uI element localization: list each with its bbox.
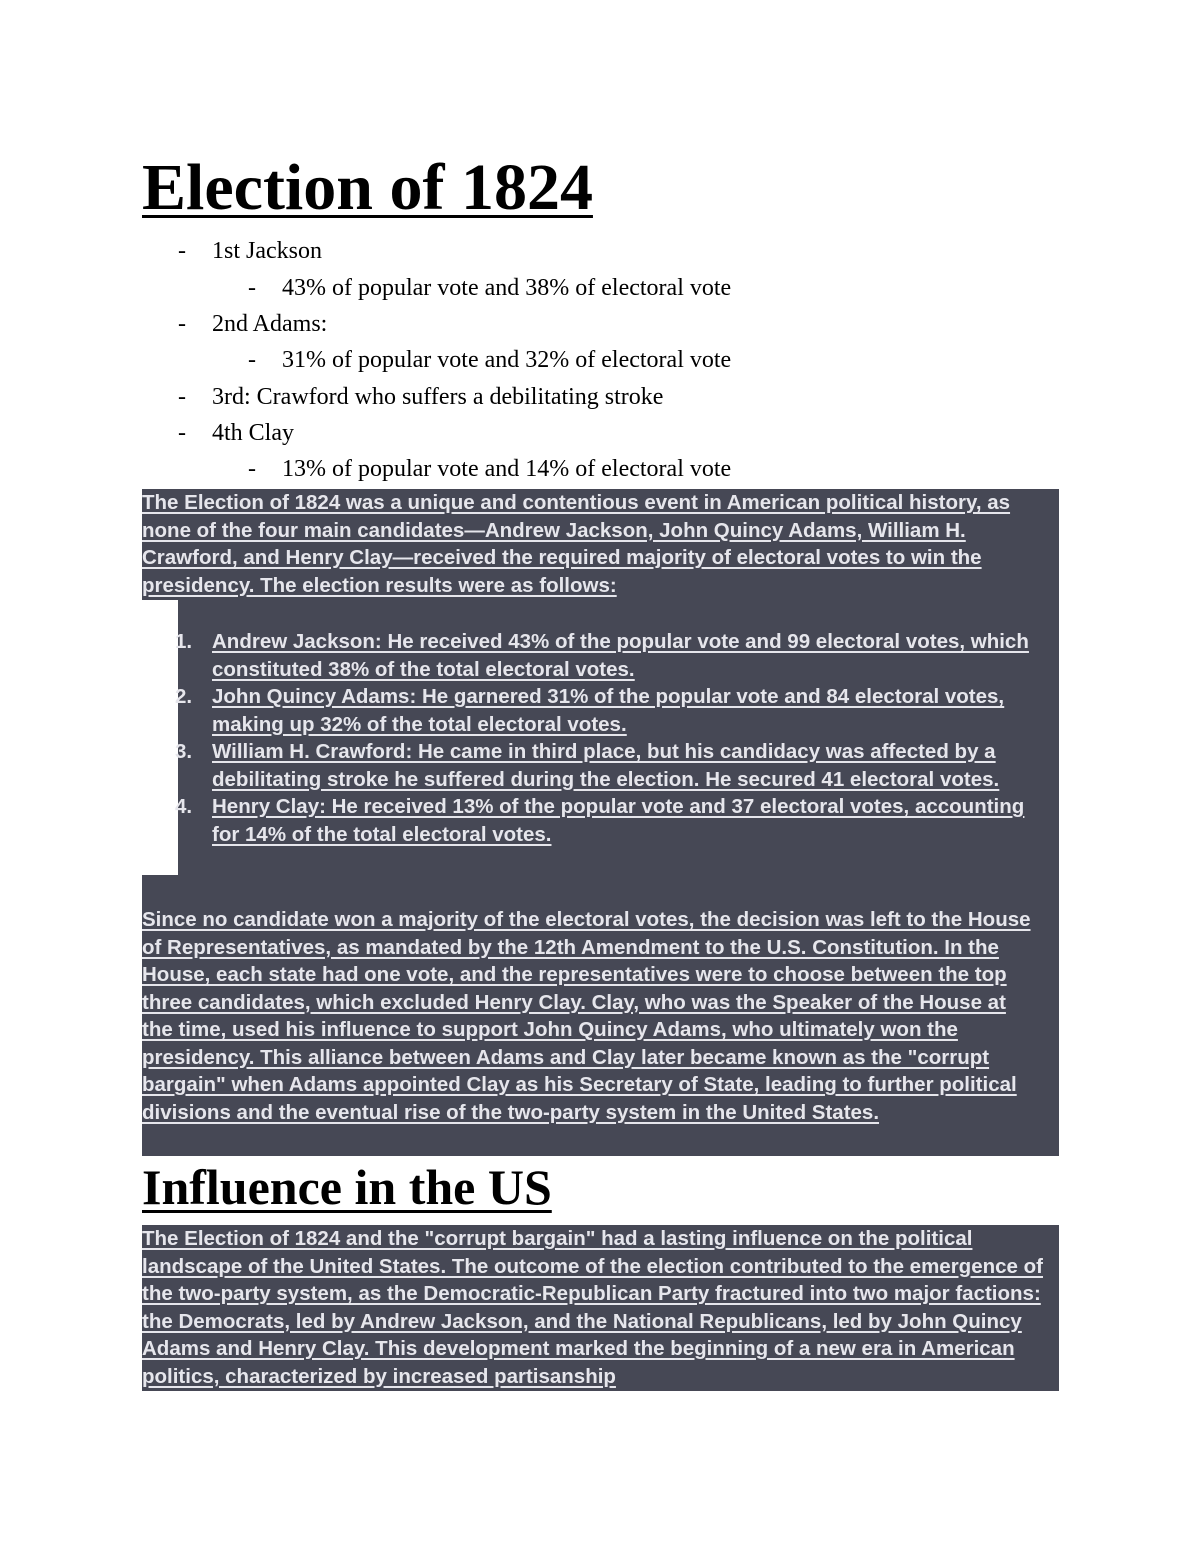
bullet-dash: -: [178, 420, 186, 446]
bullet-dash: -: [178, 238, 186, 264]
list-item: [175, 628, 1045, 683]
list-item-text: Henry Clay: He received 13% of the popular vote and 37 electoral votes, accounting for 14% of the total electoral votes.: [212, 795, 1025, 846]
bullet-dash: -: [248, 347, 256, 373]
list-indent-gap: [142, 600, 178, 875]
list-item-text: William H. Crawford: He came in third place, but his candidacy was affected by a debilitating stroke he suffered during the election. He secured 41 electoral votes.: [212, 740, 1000, 791]
bullet-text: 1st Jackson: [212, 238, 322, 264]
results-list: [175, 628, 1045, 848]
bullet-text: 13% of popular vote and 14% of electoral vote: [282, 456, 732, 482]
bullet-dash: -: [248, 456, 256, 482]
bullet-text: 4th Clay: [212, 420, 294, 446]
bullet-text: 43% of popular vote and 38% of electoral vote: [282, 275, 732, 301]
bullet-dash: -: [178, 384, 186, 410]
list-number: 2.: [175, 685, 193, 708]
list-item: [175, 683, 1045, 738]
bullet-text: 2nd Adams:: [212, 311, 328, 337]
list-number: 3.: [175, 740, 193, 763]
list-number: 1.: [175, 630, 193, 653]
highlighted-summary-block: [142, 489, 1059, 1156]
section-heading-influence: Influence in the US: [142, 1159, 552, 1215]
bullet-dash: -: [248, 275, 256, 301]
influence-paragraph: The Election of 1824 and the "corrupt bargain" had a lasting influence on the political landscape of the United States. The outcome of the election contributed to the emergence of the two-party system, as the Democratic-Republican Party fractured into two major factions: the Democrats, led by Andrew Jackson, and the National Republicans, led by John Quincy Adams and Henry Clay. This development marked the beginning of a new era in American politics, characterized by increased partisanship: [142, 1227, 1043, 1388]
results-list-block: [142, 600, 1059, 875]
list-item: [175, 793, 1045, 848]
list-item: [175, 738, 1045, 793]
highlighted-influence-block: [142, 1225, 1059, 1391]
list-item-text: John Quincy Adams: He garnered 31% of the popular vote and 84 electoral votes, making up 32% of the total electoral votes.: [212, 685, 1005, 736]
list-number: 4.: [175, 795, 193, 818]
house-decision-paragraph: Since no candidate won a majority of the electoral votes, the decision was left to the House of Representatives, as mandated by the 12th Amendment to the U.S. Constitution. In the House, each state had one vote, and the representatives were to choose between the top three candidates, which excluded Henry Clay. Clay, who was the Speaker of the House at the time, used his influence to support John Quincy Adams, who ultimately won the presidency. This alliance between Adams and Clay later became known as the "corrupt bargain" when Adams appointed Clay as his Secretary of State, leading to further political divisions and the eventual rise of the two-party system in the United States.: [142, 908, 1031, 1124]
bullet-text: 31% of popular vote and 32% of electoral vote: [282, 347, 732, 373]
summary-intro-paragraph: The Election of 1824 was a unique and contentious event in American political history, as none of the four main candidates—Andrew Jackson, John Quincy Adams, William H. Crawford, and Henry Clay—received the required majority of electoral votes to win the presidency. The election results were as follows:: [142, 491, 1011, 597]
list-item-text: Andrew Jackson: He received 43% of the popular vote and 99 electoral votes, which constituted 38% of the total electoral votes.: [212, 630, 1029, 681]
page-title: Election of 1824: [142, 151, 593, 224]
bullet-text: 3rd: Crawford who suffers a debilitating stroke: [212, 384, 664, 410]
bullet-dash: -: [178, 311, 186, 337]
